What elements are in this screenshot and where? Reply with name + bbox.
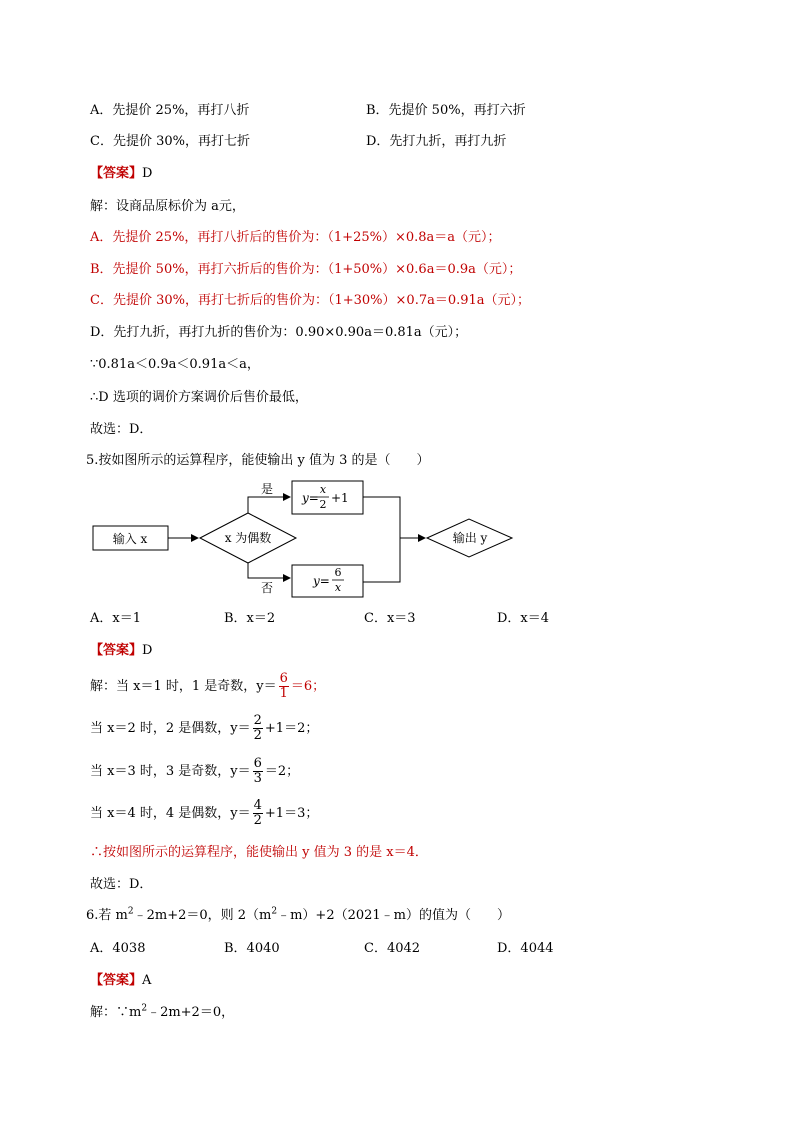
fraction-num: 2: [253, 713, 262, 728]
solution-text: 解：∵m: [90, 1005, 142, 1020]
fraction-num: 6: [279, 671, 288, 686]
q5-answer: [90, 642, 152, 660]
q4-option-d: D．先打九折，再打九折: [366, 134, 507, 149]
q4-therefore: ∴D 选项的调价方案调价后售价最低，: [90, 390, 308, 405]
answer-value: A: [142, 973, 152, 988]
fraction: [253, 714, 263, 743]
answer-tag: 【答案】: [90, 643, 143, 658]
fraction-den: 1: [279, 686, 288, 701]
step-text: 当 x＝3 时，3 是奇数，y＝: [90, 764, 251, 779]
step-text: 当 x＝4 时，4 是偶数，y＝: [90, 806, 251, 821]
step-result: +1＝2；: [264, 721, 319, 736]
q6-option-d: D．4044: [497, 941, 554, 956]
flow-input-label: 输入 x: [112, 532, 148, 546]
q5-step-1: [90, 669, 325, 705]
q4-choose: 故选：D．: [90, 422, 153, 437]
q5-option-a: A．x＝1: [90, 611, 141, 626]
flow-yes-formula-suffix: +1: [331, 491, 349, 505]
flow-merge-line: [363, 497, 400, 582]
flow-no-formula-den: x: [334, 581, 342, 594]
q5-choose: 故选：D．: [90, 877, 153, 892]
q5-option-d: D．x＝4: [497, 611, 550, 626]
q4-solution-c: C．先提价 30%，再打七折后的售价为：（1+30%）×0.7a＝0.91a（元）；: [90, 293, 531, 308]
fraction: [253, 799, 263, 828]
flow-output-label: 输出 y: [452, 531, 488, 545]
q5-option-c: C．x＝3: [364, 611, 416, 626]
q6-question: [86, 907, 510, 925]
q4-solution-a: A．先提价 25%，再打八折后的售价为：（1+25%）×0.8a＝a（元）；: [90, 230, 501, 245]
fraction-den: 3: [253, 771, 262, 786]
fraction-den: 2: [253, 728, 262, 743]
q4-answer: [90, 165, 152, 183]
flow-arrow-yes: [248, 497, 290, 513]
q5-step-4: [90, 796, 318, 832]
exponent: 2: [271, 906, 278, 917]
flow-yes-label: 是: [261, 482, 274, 496]
solution-text: ﹣2m+2＝0，: [147, 1005, 235, 1020]
flow-no-formula-num: 6: [334, 566, 342, 579]
flow-yes-formula-prefix: y=: [302, 491, 319, 505]
step-text: 当 x＝2 时，2 是偶数，y＝: [90, 721, 251, 736]
flow-arrow-no: [248, 563, 290, 578]
q4-because: ∵0.81a＜0.9a＜0.91a＜a，: [90, 357, 260, 372]
q6-answer: [90, 972, 151, 990]
question-text: 6.若 m: [86, 908, 128, 923]
flow-no-formula-prefix: y=: [313, 574, 330, 588]
answer-value: D: [142, 643, 153, 658]
q6-option-a: A．4038: [90, 941, 146, 956]
flow-yes-formula-num: x: [319, 483, 327, 496]
q6-option-b: B．4040: [224, 941, 280, 956]
flow-yes-formula-den: 2: [319, 498, 327, 511]
q5-question: 5.按如图所示的运算程序，能使输出 y 值为 3 的是（ ）: [86, 453, 430, 468]
exponent: 2: [141, 1003, 148, 1014]
answer-value: D: [142, 166, 153, 181]
question-text: ﹣2m+2＝0，则 2（m: [133, 908, 272, 923]
question-text: ﹣m）+2（2021﹣m）的值为（ ）: [277, 908, 511, 923]
q4-option-b: B．先提价 50%，再打六折: [366, 103, 526, 118]
q4-solution-d: D．先打九折，再打九折的售价为：0.90×0.90a＝0.81a（元）；: [90, 325, 468, 340]
step-text: 解：当 x＝1 时，1 是奇数，y＝: [90, 679, 277, 694]
q5-step-3: [90, 754, 299, 790]
fraction-den: 2: [253, 813, 262, 828]
fraction: [279, 672, 289, 701]
q5-step-2: [90, 711, 318, 747]
flow-no-label: 否: [261, 581, 274, 595]
q4-option-c: C．先提价 30%，再打七折: [90, 134, 250, 149]
step-result: ＝2；: [264, 764, 300, 779]
step-result: +1＝3；: [264, 806, 319, 821]
answer-tag: 【答案】: [90, 166, 143, 181]
q4-solution-intro: 解：设商品原标价为 a元，: [90, 199, 245, 214]
answer-tag: 【答案】: [90, 973, 143, 988]
step-result: ＝6；: [290, 679, 326, 694]
exponent: 2: [127, 906, 134, 917]
q4-option-a: A．先提价 25%，再打八折: [90, 103, 250, 118]
q6-solution: [90, 1004, 234, 1022]
q5-conclusion: ∴按如图所示的运算程序，能使输出 y 值为 3 的是 x＝4．: [90, 845, 428, 860]
q4-solution-b: B．先提价 50%，再打六折后的售价为：（1+50%）×0.6a＝0.9a（元）；: [90, 262, 522, 277]
q5-flowchart: [80, 474, 530, 604]
q6-option-c: C．4042: [364, 941, 421, 956]
fraction: [253, 757, 263, 786]
flow-decision-label: x 为偶数: [224, 531, 272, 545]
q5-option-b: B．x＝2: [224, 611, 276, 626]
fraction-num: 4: [253, 798, 262, 813]
fraction-num: 6: [253, 756, 262, 771]
